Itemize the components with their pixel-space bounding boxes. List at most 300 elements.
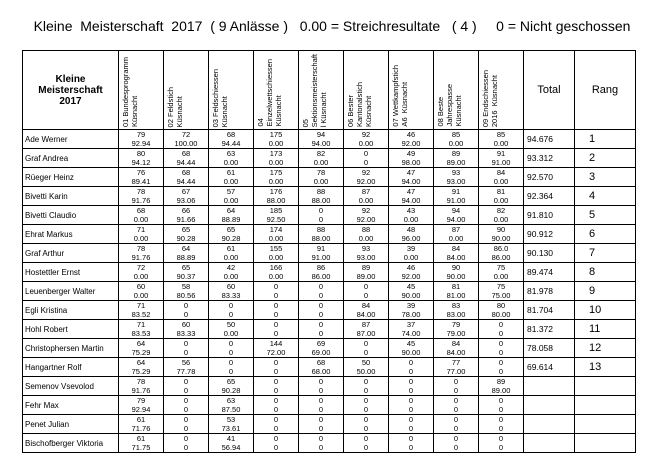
score-cell [164, 415, 209, 434]
score-result: 0 [453, 424, 459, 433]
score-cell [344, 358, 389, 377]
score-cell [164, 377, 209, 396]
score-cell [119, 263, 164, 282]
score-points: 79 [136, 396, 146, 405]
score-points: 41 [226, 434, 236, 443]
score-points: 61 [136, 415, 146, 424]
score-cell [344, 187, 389, 206]
shooter-name: Penet Julian [23, 415, 119, 434]
score-result: 0 [363, 291, 369, 300]
score-cell [209, 282, 254, 301]
score-cell [119, 225, 164, 244]
rank-value: 11 [589, 322, 601, 335]
score-points: 166 [269, 263, 283, 272]
header-event-6 [344, 51, 389, 130]
score-result: 0.00 [223, 158, 239, 167]
score-result: 0 [498, 367, 504, 376]
score-cell [434, 434, 479, 453]
score-result: 0.00 [403, 215, 419, 224]
rank-cell [575, 168, 636, 187]
score-points: 68 [316, 358, 326, 367]
header-event-label: 01 Bundesprogramm Küsnacht [121, 56, 139, 127]
score-points: 91 [451, 187, 461, 196]
table-row [23, 244, 636, 263]
score-result: 0.00 [223, 253, 239, 262]
score-points: 64 [136, 339, 146, 348]
score-result: 0.00 [223, 329, 239, 338]
score-points: 175 [269, 130, 283, 139]
score-result: 0 [363, 443, 369, 452]
score-cell [434, 206, 479, 225]
score-cell [254, 396, 299, 415]
score-cell [209, 225, 254, 244]
score-points: 0 [363, 282, 369, 291]
score-points: 42 [226, 263, 236, 272]
score-result: 91.00 [311, 253, 331, 262]
header-event-label: 07 Wettkampfstich A6 Küsnacht [391, 65, 409, 127]
total-value [524, 396, 575, 415]
score-result: 0 [318, 310, 324, 319]
score-result: 84.00 [446, 253, 466, 262]
score-result: 75.00 [491, 291, 511, 300]
score-points: 0 [228, 301, 234, 310]
header-event-5 [299, 51, 344, 130]
score-cell [254, 168, 299, 187]
score-result: 0.00 [493, 196, 509, 205]
score-points: 63 [226, 396, 236, 405]
score-result: 92.00 [356, 177, 376, 186]
score-points: 75 [496, 263, 506, 272]
shooter-name: Hohl Robert [23, 320, 119, 339]
score-points: 82 [496, 206, 506, 215]
score-cell [434, 282, 479, 301]
score-result: 90.00 [446, 272, 466, 281]
table-row [23, 130, 636, 149]
header-event-wrap [344, 51, 388, 129]
score-points: 144 [269, 339, 283, 348]
score-points: 82 [316, 149, 326, 158]
score-points: 65 [181, 263, 191, 272]
total-value [524, 415, 575, 434]
score-cell [299, 320, 344, 339]
score-cell [209, 263, 254, 282]
score-cell [389, 149, 434, 168]
score-result: 0.00 [448, 139, 464, 148]
score-cell [254, 263, 299, 282]
score-points: 37 [406, 320, 416, 329]
score-points: 39 [406, 244, 416, 253]
score-cell [254, 434, 299, 453]
table-row [23, 434, 636, 453]
score-cell [344, 225, 389, 244]
table-row [23, 415, 636, 434]
score-result: 94.12 [131, 158, 151, 167]
header-event-9 [479, 51, 524, 130]
score-points: 0 [363, 415, 369, 424]
rank-cell [575, 130, 636, 149]
header-event-label: 02 Feldstich Küsnacht [166, 86, 184, 127]
score-result: 0.00 [268, 253, 284, 262]
score-points: 92 [361, 168, 371, 177]
total-value: 89.474 [524, 263, 575, 282]
score-result: 90.00 [401, 348, 421, 357]
total-value: 94.676 [524, 130, 575, 149]
score-points: 0 [228, 358, 234, 367]
score-points: 79 [136, 130, 146, 139]
header-event-label: 05 Sektionsmeisterschaft l Küsnacht [301, 53, 328, 127]
score-points: 0 [498, 415, 504, 424]
score-cell [434, 358, 479, 377]
score-cell [299, 149, 344, 168]
score-cell [389, 377, 434, 396]
score-cell [434, 301, 479, 320]
score-cell [299, 358, 344, 377]
score-cell [209, 358, 254, 377]
score-result: 0 [408, 443, 414, 452]
score-cell [254, 187, 299, 206]
score-cell [254, 225, 299, 244]
score-points: 0 [273, 358, 279, 367]
score-result: 0.00 [358, 234, 374, 243]
score-cell [119, 301, 164, 320]
score-points: 0 [273, 301, 279, 310]
score-points: 0 [183, 301, 189, 310]
score-points: 65 [226, 377, 236, 386]
score-cell [479, 187, 524, 206]
score-cell [164, 206, 209, 225]
score-points: 94 [451, 206, 461, 215]
score-result: 0 [318, 424, 324, 433]
score-cell [164, 396, 209, 415]
shooter-name: Christophersen Martin [23, 339, 119, 358]
score-points: 47 [406, 168, 416, 177]
score-cell [479, 168, 524, 187]
shooter-name: Graf Andrea [23, 149, 119, 168]
score-result: 0.00 [268, 139, 284, 148]
score-points: 0 [318, 206, 324, 215]
score-points: 0 [498, 358, 504, 367]
score-points: 64 [226, 206, 236, 215]
score-cell [434, 225, 479, 244]
table-row [23, 301, 636, 320]
rank-cell [575, 434, 636, 453]
score-result: 84.00 [356, 310, 376, 319]
score-result: 92.00 [356, 215, 376, 224]
score-result: 72.00 [266, 348, 286, 357]
score-cell [389, 225, 434, 244]
score-points: 0 [273, 415, 279, 424]
score-points: 0 [408, 434, 414, 443]
score-points: 87 [361, 187, 371, 196]
score-result: 86.00 [491, 253, 511, 262]
score-cell [164, 149, 209, 168]
score-result: 0.00 [133, 291, 149, 300]
score-points: 0 [273, 434, 279, 443]
score-points: 45 [406, 282, 416, 291]
score-points: 0 [318, 282, 324, 291]
score-cell [254, 130, 299, 149]
score-points: 43 [406, 206, 416, 215]
score-result: 0 [318, 215, 324, 224]
score-result: 75.29 [131, 367, 151, 376]
score-points: 39 [406, 301, 416, 310]
score-result: 89.00 [446, 158, 466, 167]
shooter-name: Semenov Vsevolod [23, 377, 119, 396]
score-cell [344, 206, 389, 225]
score-result: 80.56 [176, 291, 196, 300]
score-result: 0 [183, 348, 189, 357]
total-value: 69.614 [524, 358, 575, 377]
score-result: 93.00 [356, 253, 376, 262]
score-points: 46 [406, 263, 416, 272]
score-points: 86.0 [493, 244, 509, 253]
score-result: 0 [228, 367, 234, 376]
score-points: 72 [136, 263, 146, 272]
score-cell [479, 377, 524, 396]
score-points: 89 [361, 263, 371, 272]
score-result: 90.28 [176, 234, 196, 243]
score-points: 0 [228, 339, 234, 348]
score-cell [164, 339, 209, 358]
score-result: 71.76 [131, 424, 151, 433]
rank-cell [575, 320, 636, 339]
score-cell [164, 320, 209, 339]
score-points: 60 [181, 320, 191, 329]
score-result: 0 [228, 348, 234, 357]
score-result: 87.00 [356, 329, 376, 338]
score-cell [119, 244, 164, 263]
score-result: 0 [363, 424, 369, 433]
header-event-2 [164, 51, 209, 130]
score-cell [434, 377, 479, 396]
score-result: 86.00 [311, 272, 331, 281]
score-points: 0 [408, 377, 414, 386]
score-points: 92 [361, 206, 371, 215]
header-event-4 [254, 51, 299, 130]
score-points: 76 [136, 168, 146, 177]
score-points: 75 [496, 282, 506, 291]
score-points: 85 [496, 130, 506, 139]
score-result: 68.00 [311, 367, 331, 376]
score-points: 88 [316, 187, 326, 196]
score-cell [479, 339, 524, 358]
score-result: 0 [318, 405, 324, 414]
rank-value: 9 [589, 284, 596, 297]
score-result: 88.00 [311, 234, 331, 243]
score-points: 71 [136, 320, 146, 329]
score-cell [479, 225, 524, 244]
score-points: 84 [451, 339, 461, 348]
score-result: 93.06 [176, 196, 196, 205]
score-result: 94.44 [176, 158, 196, 167]
score-result: 90.00 [491, 234, 511, 243]
header-corner-label: Kleine Meisterschaft 2017 [23, 51, 119, 130]
score-result: 0 [498, 443, 504, 452]
score-points: 91 [316, 244, 326, 253]
score-points: 0 [183, 396, 189, 405]
score-result: 0.00 [133, 234, 149, 243]
score-points: 0 [363, 434, 369, 443]
total-value: 90.912 [524, 225, 575, 244]
score-points: 0 [453, 377, 459, 386]
score-points: 63 [226, 149, 236, 158]
score-cell [164, 187, 209, 206]
score-result: 0 [408, 424, 414, 433]
score-result: 77.00 [446, 367, 466, 376]
score-result: 93.00 [446, 177, 466, 186]
score-points: 0 [318, 396, 324, 405]
score-points: 67 [181, 187, 191, 196]
score-result: 88.89 [221, 215, 241, 224]
score-result: 91.00 [446, 196, 466, 205]
score-cell [254, 320, 299, 339]
score-result: 0 [273, 443, 279, 452]
score-points: 0 [498, 339, 504, 348]
score-result: 83.33 [221, 291, 241, 300]
score-cell [479, 301, 524, 320]
score-cell [119, 415, 164, 434]
score-result: 91.66 [176, 215, 196, 224]
score-cell [119, 377, 164, 396]
score-points: 66 [181, 206, 191, 215]
score-cell [299, 339, 344, 358]
rank-cell [575, 339, 636, 358]
score-points: 48 [406, 225, 416, 234]
score-result: 0 [273, 424, 279, 433]
header-event-wrap [254, 51, 298, 129]
score-points: 0 [498, 434, 504, 443]
table-row [23, 339, 636, 358]
score-result: 0 [498, 348, 504, 357]
score-points: 176 [269, 187, 283, 196]
score-cell [209, 339, 254, 358]
total-value [524, 434, 575, 453]
score-cell [479, 263, 524, 282]
score-points: 0 [318, 415, 324, 424]
score-points: 84 [451, 244, 461, 253]
table-row [23, 263, 636, 282]
score-result: 87.50 [221, 405, 241, 414]
score-cell [299, 263, 344, 282]
header-event-wrap [389, 51, 433, 129]
score-result: 80.00 [491, 310, 511, 319]
score-result: 0.00 [313, 177, 329, 186]
score-cell [209, 415, 254, 434]
score-result: 0.00 [223, 272, 239, 281]
score-cell [479, 434, 524, 453]
score-result: 98.00 [401, 158, 421, 167]
score-points: 50 [361, 358, 371, 367]
table-row [23, 320, 636, 339]
rank-value: 7 [589, 246, 596, 259]
score-points: 71 [136, 225, 146, 234]
results-table [22, 50, 636, 453]
score-cell [389, 282, 434, 301]
header-row [23, 51, 636, 130]
score-cell [299, 396, 344, 415]
header-total: Total [524, 51, 575, 130]
score-result: 0 [273, 329, 279, 338]
score-result: 83.53 [131, 329, 151, 338]
score-points: 0 [318, 377, 324, 386]
table-body [23, 130, 636, 453]
score-points: 90 [496, 225, 506, 234]
score-cell [434, 187, 479, 206]
score-result: 0 [183, 386, 189, 395]
score-points: 0 [273, 377, 279, 386]
score-result: 0 [183, 405, 189, 414]
table-row [23, 358, 636, 377]
score-result: 0.00 [223, 177, 239, 186]
rank-value: 3 [589, 170, 596, 183]
score-points: 57 [226, 187, 236, 196]
score-cell [344, 244, 389, 263]
header-event-label: 04 Einzelwettschiessen Küsnacht [256, 59, 283, 127]
header-event-wrap [299, 51, 343, 129]
score-result: 91.76 [131, 253, 151, 262]
score-result: 83.00 [446, 310, 466, 319]
score-points: 84 [496, 168, 506, 177]
score-result: 92.00 [401, 139, 421, 148]
score-result: 0.00 [223, 196, 239, 205]
page-title: Kleine Meisterschaft 2017 ( 9 Anlässe ) 0.00 = Streichresultate ( 4 ) 0 = Nicht geschossen [33, 18, 631, 34]
score-result: 88.00 [266, 196, 286, 205]
score-cell [209, 434, 254, 453]
score-result: 91.76 [131, 386, 151, 395]
score-result: 92.50 [266, 215, 286, 224]
score-points: 47 [406, 187, 416, 196]
score-cell [434, 244, 479, 263]
score-result: 0 [408, 386, 414, 395]
score-points: 0 [183, 339, 189, 348]
score-cell [209, 187, 254, 206]
score-result: 0.00 [268, 272, 284, 281]
score-points: 0 [363, 396, 369, 405]
score-result: 0 [363, 405, 369, 414]
score-result: 0 [228, 310, 234, 319]
score-cell [164, 168, 209, 187]
score-cell [389, 130, 434, 149]
score-cell [434, 130, 479, 149]
score-points: 86 [316, 263, 326, 272]
total-value: 90.130 [524, 244, 575, 263]
score-points: 90 [451, 263, 461, 272]
score-result: 0 [273, 405, 279, 414]
score-result: 0 [498, 405, 504, 414]
rank-value: 13 [589, 360, 602, 373]
score-points: 61 [226, 168, 236, 177]
shooter-name: Rüeger Heinz [23, 168, 119, 187]
score-cell [479, 358, 524, 377]
score-points: 87 [451, 225, 461, 234]
score-cell [254, 301, 299, 320]
rank-value: 1 [589, 132, 596, 145]
score-cell [344, 282, 389, 301]
score-points: 61 [136, 434, 146, 443]
score-cell [254, 244, 299, 263]
score-cell [254, 358, 299, 377]
rank-cell [575, 263, 636, 282]
score-points: 58 [181, 282, 191, 291]
score-cell [164, 130, 209, 149]
score-points: 0 [453, 415, 459, 424]
header-event-label: 06 Bester Kantonalstich Küsnacht [346, 81, 373, 127]
score-result: 0 [408, 405, 414, 414]
table-row [23, 396, 636, 415]
score-cell [209, 396, 254, 415]
score-cell [344, 377, 389, 396]
table-row [23, 168, 636, 187]
